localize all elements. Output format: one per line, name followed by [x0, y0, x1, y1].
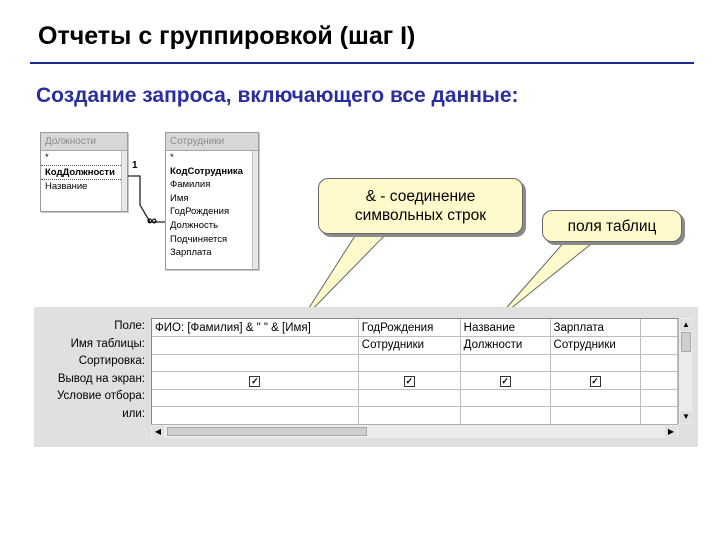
field-salary[interactable]: Зарплата: [170, 247, 212, 259]
horizontal-scroll-thumb[interactable]: [167, 427, 367, 436]
grid-cell-show[interactable]: [640, 372, 677, 390]
grid-row-labels: [34, 318, 147, 424]
grid-cell-table[interactable]: Сотрудники: [550, 337, 640, 355]
grid-cell-field[interactable]: ГодРождения: [358, 319, 460, 337]
grid-vertical-scrollbar[interactable]: [678, 318, 692, 424]
field-lastname[interactable]: Фамилия: [170, 179, 211, 191]
concat-callout: [318, 178, 523, 234]
slide-subtitle: Создание запроса, включающего все данные:: [36, 84, 519, 107]
grid-cell-sort[interactable]: [358, 354, 460, 372]
table-positions-title[interactable]: Должности: [41, 133, 127, 151]
grid-row-or: [152, 407, 678, 424]
query-design-grid-panel: [34, 307, 698, 447]
grid-row-show: [152, 372, 678, 390]
field-employee-id[interactable]: КодСотрудника: [170, 165, 243, 177]
relationship-many-label: ∞: [147, 212, 157, 228]
grid-cell-table[interactable]: Должности: [460, 337, 550, 355]
show-checkbox[interactable]: ✓: [591, 375, 599, 386]
grid-cell-field[interactable]: Название: [460, 319, 550, 337]
field-manager[interactable]: Подчиняется: [170, 233, 228, 245]
grid-cell-field[interactable]: ФИО: [Фамилия] & " " & [Имя]: [152, 319, 358, 337]
grid-cell-show: [460, 372, 550, 390]
grid-row-field: [152, 319, 678, 337]
grid-cell-sort[interactable]: [640, 354, 677, 372]
grid-cell-or[interactable]: [640, 407, 677, 424]
grid-cell-show: [152, 372, 358, 390]
show-checkbox[interactable]: ✓: [501, 375, 509, 386]
grid-cell-show: [550, 372, 640, 390]
grid-cell-or[interactable]: [460, 407, 550, 424]
row-label-show: Вывод на экран:: [57, 372, 145, 385]
grid-cell-or[interactable]: [152, 407, 358, 424]
grid-cell-table[interactable]: Сотрудники: [358, 337, 460, 355]
grid-cell-field[interactable]: [640, 319, 677, 337]
row-label-field: Поле:: [114, 320, 145, 332]
row-label-or: или:: [122, 407, 145, 420]
grid-cell-criteria[interactable]: [460, 389, 550, 407]
field-position-id[interactable]: КодДолжности: [41, 165, 127, 181]
grid-cell-criteria[interactable]: [358, 389, 460, 407]
grid-cell-field[interactable]: Зарплата: [550, 319, 640, 337]
relationship-one-label: 1: [132, 160, 138, 171]
field-position-name[interactable]: Название: [45, 181, 88, 193]
grid-cell-show: [358, 372, 460, 390]
query-grid-table: [152, 319, 678, 424]
grid-cell-or[interactable]: [358, 407, 460, 424]
field-all[interactable]: *: [45, 152, 49, 163]
field-firstname[interactable]: Имя: [170, 192, 189, 204]
grid-cell-criteria[interactable]: [550, 389, 640, 407]
table-employees-title[interactable]: Сотрудники: [166, 133, 258, 151]
field-birthyear[interactable]: ГодРождения: [170, 206, 230, 218]
grid-row-table: [152, 337, 678, 355]
row-label-criteria: Условие отбора:: [56, 390, 145, 403]
show-checkbox[interactable]: ✓: [251, 375, 259, 386]
grid-cell-or[interactable]: [550, 407, 640, 424]
grid-cell-table[interactable]: [640, 337, 677, 355]
grid-cell-sort[interactable]: [460, 354, 550, 372]
grid-cell-table[interactable]: [152, 337, 358, 355]
grid-row-criteria: [152, 389, 678, 407]
scroll-right-icon[interactable]: ▶: [665, 426, 677, 438]
row-label-sort: Сортировка:: [78, 355, 145, 368]
grid-cell-criteria[interactable]: [640, 389, 677, 407]
query-grid: [151, 318, 678, 424]
scroll-left-icon[interactable]: ◀: [152, 426, 164, 438]
grid-cell-sort[interactable]: [152, 354, 358, 372]
fields-callout: [542, 210, 682, 242]
slide-title: Отчеты с группировкой (шаг I): [38, 22, 416, 50]
field-all[interactable]: *: [170, 152, 174, 163]
vertical-scroll-thumb[interactable]: [681, 332, 691, 352]
grid-cell-criteria[interactable]: [152, 389, 358, 407]
scroll-down-icon[interactable]: ▼: [680, 411, 692, 423]
grid-row-sort: [152, 354, 678, 372]
show-checkbox[interactable]: ✓: [405, 375, 413, 386]
concat-callout-line-2: символьных строк: [354, 207, 487, 224]
field-position[interactable]: Должность: [170, 219, 219, 231]
grid-horizontal-scrollbar[interactable]: [151, 424, 678, 438]
row-label-table: Имя таблицы:: [70, 337, 145, 350]
fields-callout-text: поля таблиц: [567, 218, 657, 235]
grid-cell-sort[interactable]: [550, 354, 640, 372]
concat-callout-line-1: & - соединение: [365, 188, 476, 205]
scroll-up-icon[interactable]: ▲: [680, 319, 692, 331]
